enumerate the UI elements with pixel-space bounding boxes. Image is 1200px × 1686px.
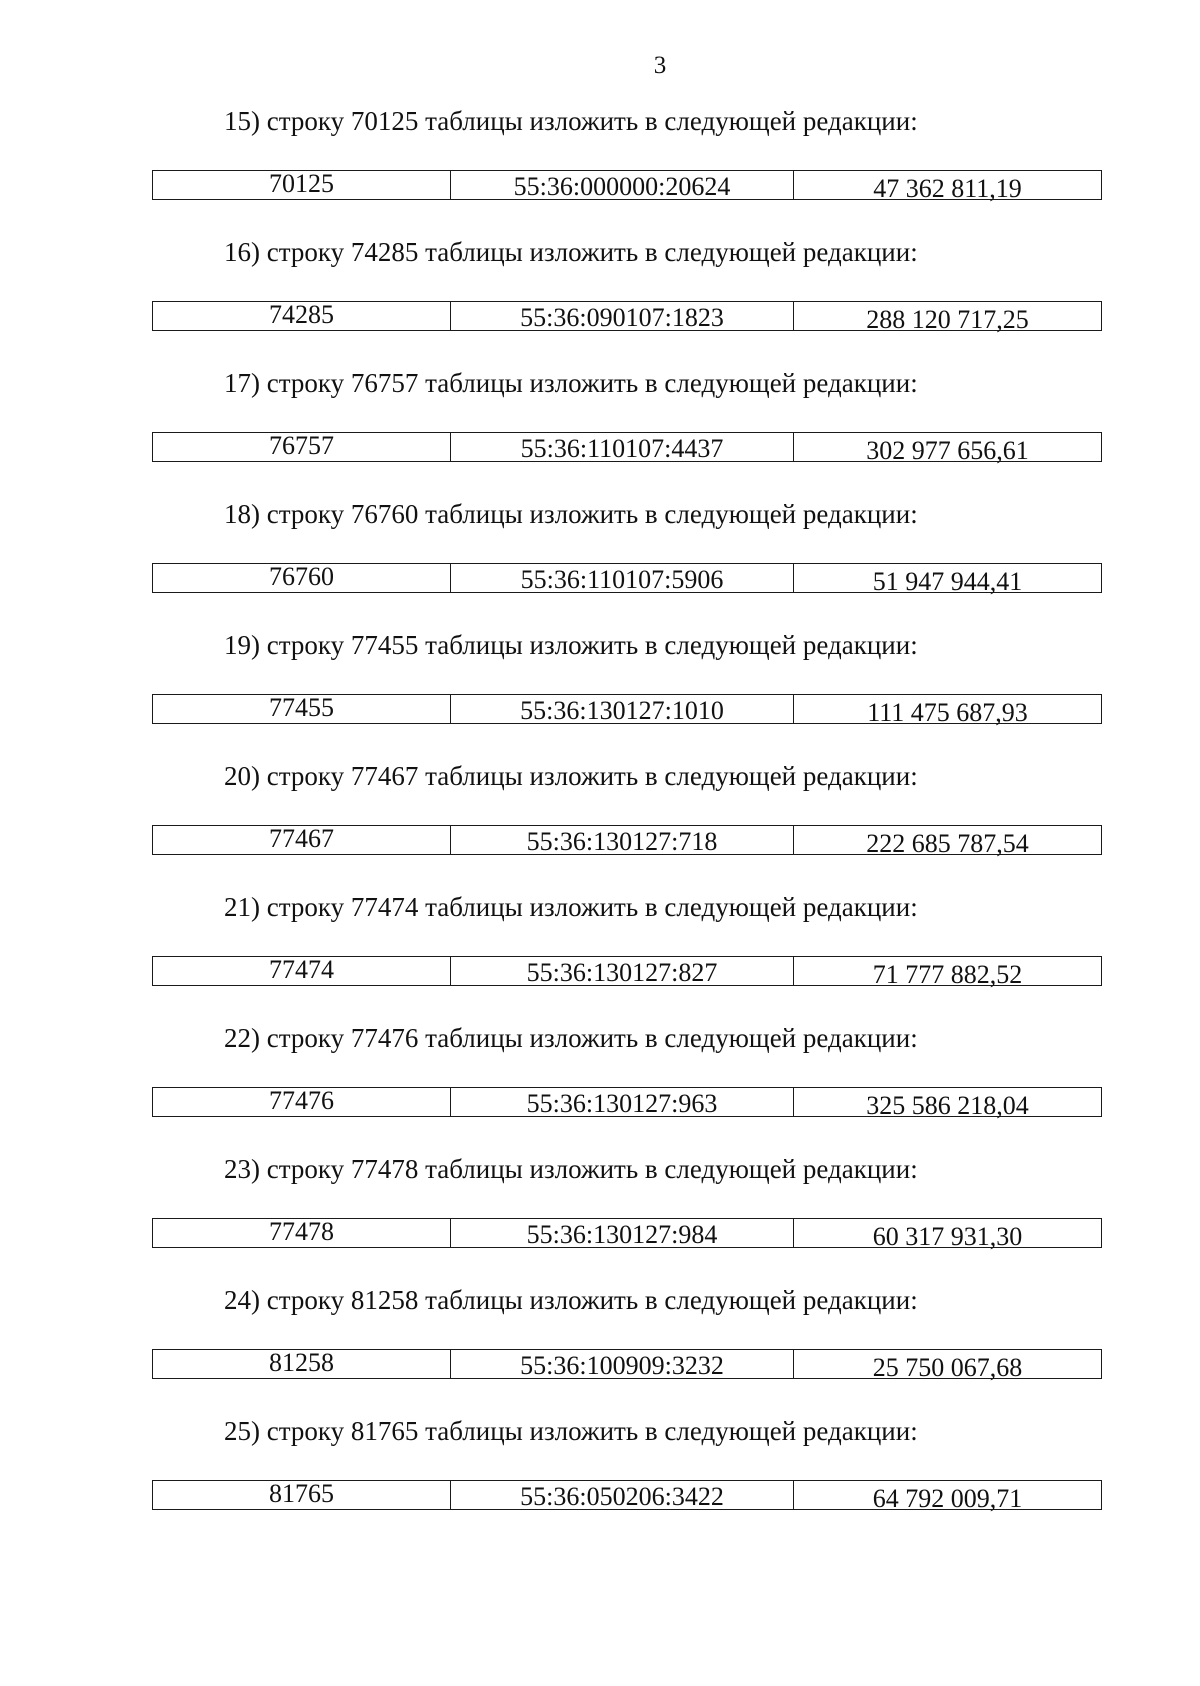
- amendment-instruction: 17) строку 76757 таблицы изложить в следующей редакции:: [224, 368, 918, 398]
- cadastral-number-cell: 55:36:090107:1823: [451, 302, 794, 330]
- row-number-cell: 70125: [153, 171, 451, 199]
- amendment-item: [150, 364, 1105, 495]
- value-cell: 25 750 067,68: [872, 1353, 1023, 1382]
- value-cell: 71 777 882,52: [872, 960, 1023, 989]
- amendment-item: [150, 1019, 1105, 1150]
- cadastral-number-cell: 55:36:130127:718: [451, 826, 794, 854]
- amendment-item: [150, 1150, 1105, 1281]
- row-number-cell: 76760: [153, 564, 451, 592]
- table-row: [152, 824, 1102, 858]
- row-number-cell: 77455: [153, 695, 451, 723]
- row-number-cell: 81258: [153, 1350, 451, 1378]
- amendment-instruction: 15) строку 70125 таблицы изложить в следующей редакции:: [224, 106, 918, 136]
- value-cell: 51 947 944,41: [872, 567, 1023, 596]
- table-row: [152, 1086, 1102, 1120]
- amendment-item: [150, 233, 1105, 364]
- table-row: [152, 693, 1102, 727]
- value-cell: 288 120 717,25: [866, 305, 1029, 334]
- row-number-cell: 74285: [153, 302, 451, 330]
- amendment-item: [150, 495, 1105, 626]
- table-row: [152, 300, 1102, 334]
- row-number-cell: 81765: [153, 1481, 451, 1509]
- table-row: [152, 1479, 1102, 1513]
- amendment-item: [150, 1412, 1105, 1543]
- cadastral-number-cell: 55:36:110107:4437: [451, 433, 794, 461]
- amendment-instruction: 18) строку 76760 таблицы изложить в следующей редакции:: [224, 499, 918, 529]
- value-cell: 60 317 931,30: [872, 1222, 1023, 1251]
- table-row: [152, 1348, 1102, 1382]
- value-cell: 111 475 687,93: [867, 698, 1028, 727]
- amendment-instruction: 16) строку 74285 таблицы изложить в следующей редакции:: [224, 237, 918, 267]
- amendment-instruction: 23) строку 77478 таблицы изложить в следующей редакции:: [224, 1154, 918, 1184]
- cadastral-number-cell: 55:36:130127:984: [451, 1219, 794, 1247]
- table-row: [152, 1217, 1102, 1251]
- page-number: 3: [653, 52, 667, 79]
- cadastral-number-cell: 55:36:100909:3232: [451, 1350, 794, 1378]
- amendment-item: [150, 757, 1105, 888]
- amendment-item: [150, 1281, 1105, 1412]
- cadastral-number-cell: 55:36:130127:963: [451, 1088, 794, 1116]
- amendment-instruction: 24) строку 81258 таблицы изложить в следующей редакции:: [224, 1285, 918, 1315]
- table-row: [152, 562, 1102, 596]
- amendment-item: [150, 626, 1105, 757]
- row-number-cell: 77476: [153, 1088, 451, 1116]
- value-cell: 302 977 656,61: [866, 436, 1029, 465]
- table-row: [152, 431, 1102, 465]
- cadastral-number-cell: 55:36:130127:1010: [451, 695, 794, 723]
- table-row: [152, 169, 1102, 203]
- amendment-instruction: 20) строку 77467 таблицы изложить в следующей редакции:: [224, 761, 918, 791]
- row-number-cell: 77478: [153, 1219, 451, 1247]
- amendment-instruction: 25) строку 81765 таблицы изложить в следующей редакции:: [224, 1416, 918, 1446]
- amendment-instruction: 19) строку 77455 таблицы изложить в следующей редакции:: [224, 630, 918, 660]
- value-cell: 222 685 787,54: [866, 829, 1029, 858]
- value-cell: 325 586 218,04: [866, 1091, 1029, 1120]
- table-row: [152, 955, 1102, 989]
- amendment-item: [150, 102, 1105, 233]
- amendment-list: [150, 102, 1105, 1543]
- row-number-cell: 77474: [153, 957, 451, 985]
- row-number-cell: 76757: [153, 433, 451, 461]
- value-cell: 64 792 009,71: [872, 1484, 1023, 1513]
- amendment-instruction: 21) строку 77474 таблицы изложить в следующей редакции:: [224, 892, 918, 922]
- cadastral-number-cell: 55:36:110107:5906: [451, 564, 794, 592]
- row-number-cell: 77467: [153, 826, 451, 854]
- amendment-instruction: 22) строку 77476 таблицы изложить в следующей редакции:: [224, 1023, 918, 1053]
- amendment-item: [150, 888, 1105, 1019]
- cadastral-number-cell: 55:36:050206:3422: [451, 1481, 794, 1509]
- cadastral-number-cell: 55:36:000000:20624: [451, 171, 794, 199]
- value-cell: 47 362 811,19: [873, 174, 1022, 203]
- cadastral-number-cell: 55:36:130127:827: [451, 957, 794, 985]
